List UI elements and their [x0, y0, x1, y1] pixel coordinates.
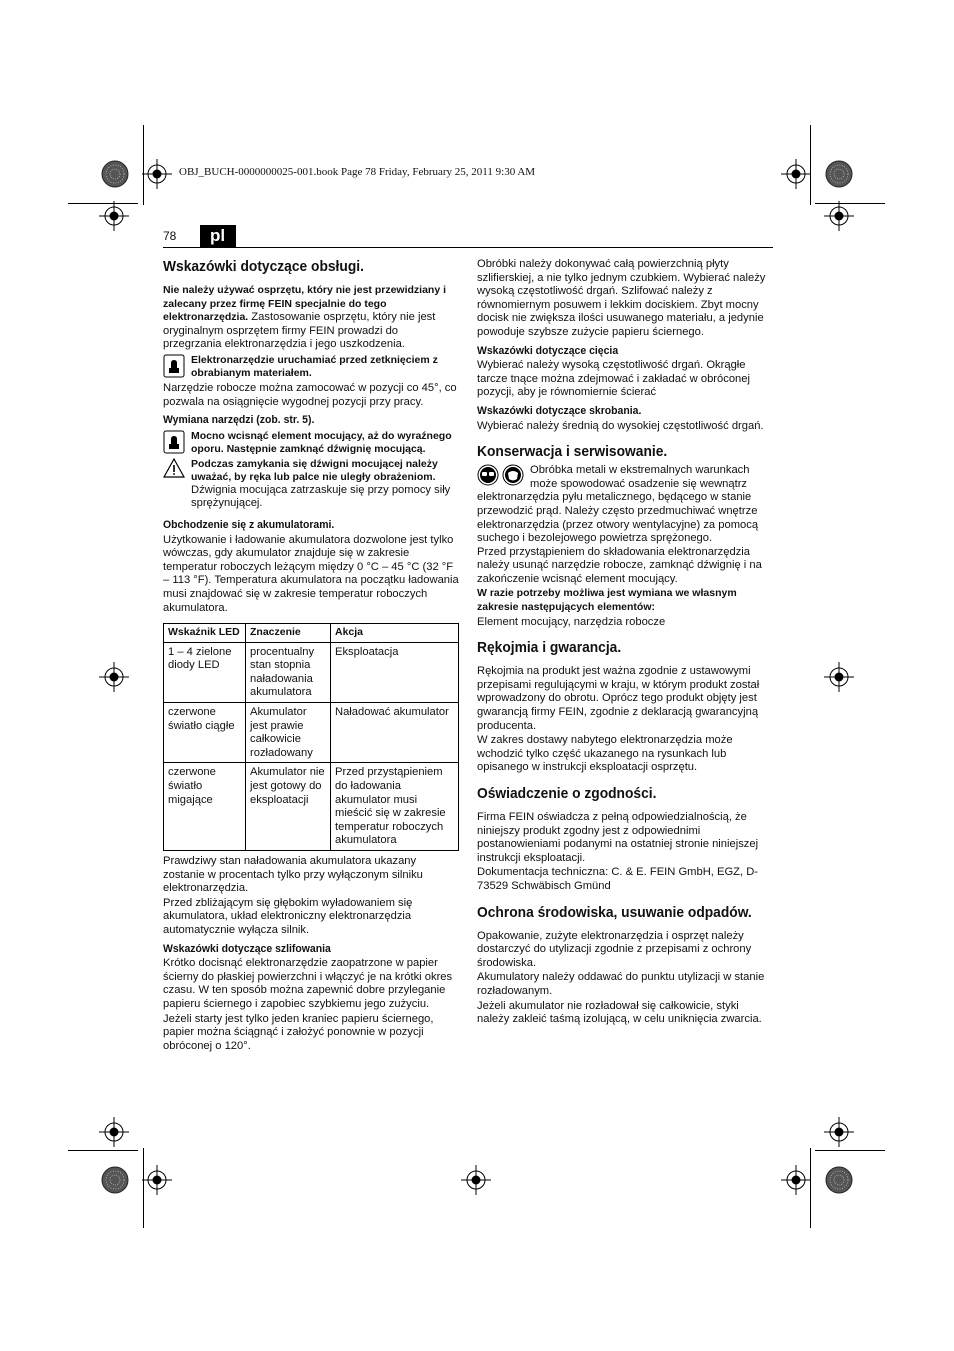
warning-lever	[163, 458, 459, 511]
paragraph-grinding-2: Jeżeli starty jest tylko jeden kraniec papieru ściernego, papier można ściągnąć i założyć ponownie w pozycji obróconej o 120°.	[163, 1012, 434, 1052]
led-table	[163, 623, 459, 851]
table-cell: czerwone światło migające	[164, 763, 246, 851]
paragraph-battery: Użytkowanie i ładowanie akumulatora dozwolone jest tylko wówczas, gdy akumulator znajduje się w zakresie temperatur roboczych leżącym między 0 °C – 45 °C (32 °F – 113 °F). Temperatura akumulatora na początku ładowania musi znajdować się w zakresie temperatur roboczych akumulatora.	[163, 533, 459, 614]
paragraph-environment-3: Jeżeli akumulator nie rozładował się całkowicie, styki należy zakleić taśmą izolującą, w celu uniknięcia zwarcia.	[477, 999, 762, 1026]
table-row	[164, 642, 459, 702]
notice-start-before-contact	[163, 354, 459, 380]
right-column	[477, 258, 774, 1028]
left-column	[163, 258, 459, 1054]
page-number: 78	[163, 229, 177, 243]
subheading-cutting: Wskazówki dotyczące cięcia	[477, 344, 619, 357]
table-cell: czerwone światło ciągłe	[164, 703, 246, 763]
paragraph-maintenance-2: Przed przystąpieniem do składowania elektronarzędzia należy usunąć narzędzie robocze, zamknąć dźwignię i na zakończenie wcisnąć element mocujący.	[477, 545, 762, 585]
notice2-text: Mocno wcisnąć element mocujący, aż do wyraźnego oporu. Następnie zamknąć dźwignię mocującą.	[191, 429, 452, 455]
paragraph-maintenance-3: W razie potrzeby możliwa jest wymiana we własnym zakresie następujących elementów:	[477, 587, 737, 614]
subheading-batteries: Obchodzenie się z akumulatorami.	[163, 518, 335, 531]
table-row	[164, 763, 459, 851]
notice-press-clamp	[163, 430, 459, 456]
table-row	[164, 703, 459, 763]
accessories-text: Zastosowanie osprzętu, który nie jest oryginalnym osprzętem firmy FEIN prowadzi do przegrzania elektronarzędzia i jego uszkodzenia.	[163, 311, 436, 351]
subheading-scraping: Wskazówki dotyczące skrobania.	[477, 404, 642, 417]
paragraph-45-degrees: Narzędzie robocze można zamocować w pozycji co 45°, co pozwala na osiągnięcie wygodnej pozycji przy pracy.	[163, 381, 457, 408]
paragraph-warranty-2: W zakres dostawy nabytego elektronarzędzia może wchodzić tylko część ukazanego na rysunkach lub opisanego w instrukcji eksploatacji osprzętu.	[477, 734, 733, 774]
language-badge: pl	[200, 225, 236, 247]
paragraph-maintenance-1: Obróbka metali w ekstremalnych warunkach może spowodować osadzenie się wewnątrz elektronarzędzia pyłu metalicznego, będącego w stanie przewodzić prąd. Należy często przedmuchiwać wnętrze elektronarzędzia (przez otwory wentylacyjne) za pomocą suchego i bezolejowego powietrza sprężonego.	[477, 464, 759, 545]
notice1-text: Elektronarzędzie uruchamiać przed zetknięciem z obrabianym materiałem.	[191, 353, 438, 379]
accessories-warning: Nie należy używać osprzętu, który nie jest przewidziany i zalecany przez firmę FEIN specjalnie do tego elektronarzędzia.	[163, 284, 447, 324]
table-cell: Eksploatacja	[331, 642, 459, 702]
maintenance-icons	[477, 464, 524, 486]
paragraph-cutting: Wybierać należy wysoką częstotliwość drgań. Okrągłe tarcze tnące można zdejmować i zakładać w obróconej pozycji, aby je równomiernie ścierać	[477, 359, 750, 399]
paragraph-conformity-1: Firma FEIN oświadcza z pełną odpowiedzialnością, że niniejszy produkt zgodny jest z odpowiednimi postanowieniami podanymi na ostatniej stronie niniejszej instrukcji eksploatacji.	[477, 811, 759, 864]
table-cell: Przed przystąpieniem do ładowania akumulator musi mieścić się w zakresie temperatur roboczych akumulatora	[331, 763, 459, 851]
paragraph-environment-1: Opakowanie, zużyte elektronarzędzia i osprzęt należy dostarczyć do utylizacji zgodnie z przepisami z ochrony środowiska.	[477, 929, 752, 969]
goggles-icon	[477, 464, 499, 486]
section-title-operation: Wskazówki dotyczące obsługi.	[163, 258, 364, 275]
paragraph-maintenance-4: Element mocujący, narzędzia robocze	[477, 615, 666, 628]
paragraph-deep-discharge: Przed zbliżającym się głębokim wyładowaniem się akumulatora, układ elektroniczny elektronarzędzia automatycznie wyłącza silnik.	[163, 896, 413, 936]
maintenance-block	[477, 464, 774, 546]
paragraph-charge-state: Prawdziwy stan naładowania akumulatora ukazany zostanie w procentach tylko przy wyłączonym silniku elektronarzędzia.	[163, 855, 423, 895]
table-header: Znaczenie	[246, 624, 331, 643]
table-header: Akcja	[331, 624, 459, 643]
section-title-environment: Ochrona środowiska, usuwanie odpadów.	[477, 903, 752, 921]
table-cell: 1 – 4 zielone diody LED	[164, 642, 246, 702]
section-title-warranty: Rękojmia i gwarancja.	[477, 639, 622, 657]
paragraph-scraping: Wybierać należy średnią do wysokiej częstotliwość drgań.	[477, 419, 764, 432]
paragraph-warranty-1: Rękojmia na produkt jest ważna zgodnie z ustawowymi przepisami regulującymi w kraju, w którym produkt został wprowadzony do obrotu. Oprócz tego produkt objęty jest gwarancją firmy FEIN, zgodnie z deklaracją gwarancyjną producenta.	[477, 665, 760, 732]
paragraph-grinding-3: Obróbki należy dokonywać całą powierzchnią płyty szlifierskiej, a nie tylko jednym czubkiem. Wybierać należy wysoką częstotliwość drgań. Szlifować należy z równomiernym posuwem i lekkim dociskiem. Zbyt mocny docisk nie zwiększa ilości usuwanego materiału, a jedynie powoduje szybsze zużycie papieru ściernego.	[477, 258, 766, 338]
table-cell: Naładować akumulator	[331, 703, 459, 763]
section-title-conformity: Oświadczenie o zgodności.	[477, 785, 657, 802]
warning-triangle-icon	[163, 458, 185, 478]
mask-icon	[502, 464, 524, 486]
section-title-maintenance: Konserwacja i serwisowanie.	[477, 443, 668, 461]
paragraph-accessories	[163, 284, 459, 352]
hand-press-icon	[163, 354, 185, 378]
subheading-tool-change: Wymiana narzędzi (zob. str. 5).	[163, 414, 315, 427]
paragraph-environment-2: Akumulatory należy oddawać do punktu utylizacji w stanie rozładowanym.	[477, 971, 765, 997]
warning-text: Podczas zamykania się dźwigni mocującej należy uważać, by ręka lub palce nie uległy obrażeniom.	[191, 457, 438, 483]
table-cell: Akumulator nie jest gotowy do eksploatacji	[246, 763, 331, 851]
table-header: Wskaźnik LED	[164, 624, 246, 643]
hand-press-icon	[163, 430, 185, 454]
paragraph-grinding-1: Krótko docisnąć elektronarzędzie zaopatrzone w papier ścierny do płaskiej powierzchni i włączyć je na krótki okres czasu. W ten sposób można zapewnić dobre przyleganie papieru ściernego i zapobiec szybkiemu jego zużyciu.	[163, 957, 453, 1010]
subheading-grinding: Wskazówki dotyczące szlifowania	[163, 942, 331, 955]
print-header: OBJ_BUCH-0000000025-001.book Page 78 Friday, February 25, 2011 9:30 AM	[179, 166, 536, 178]
table-cell: Akumulator jest prawie całkowicie rozładowany	[246, 703, 331, 763]
header-divider	[163, 247, 773, 248]
warning-detail: Dźwignia mocująca zatrzaskuje się przy pomocy siły sprężynującej.	[191, 483, 451, 510]
paragraph-conformity-2: Dokumentacja techniczna: C. & E. FEIN GmbH, EGZ, D-73529 Schwäbisch Gmünd	[477, 866, 759, 892]
table-cell: procentualny stan stopnia naładowania akumulatora	[246, 642, 331, 702]
